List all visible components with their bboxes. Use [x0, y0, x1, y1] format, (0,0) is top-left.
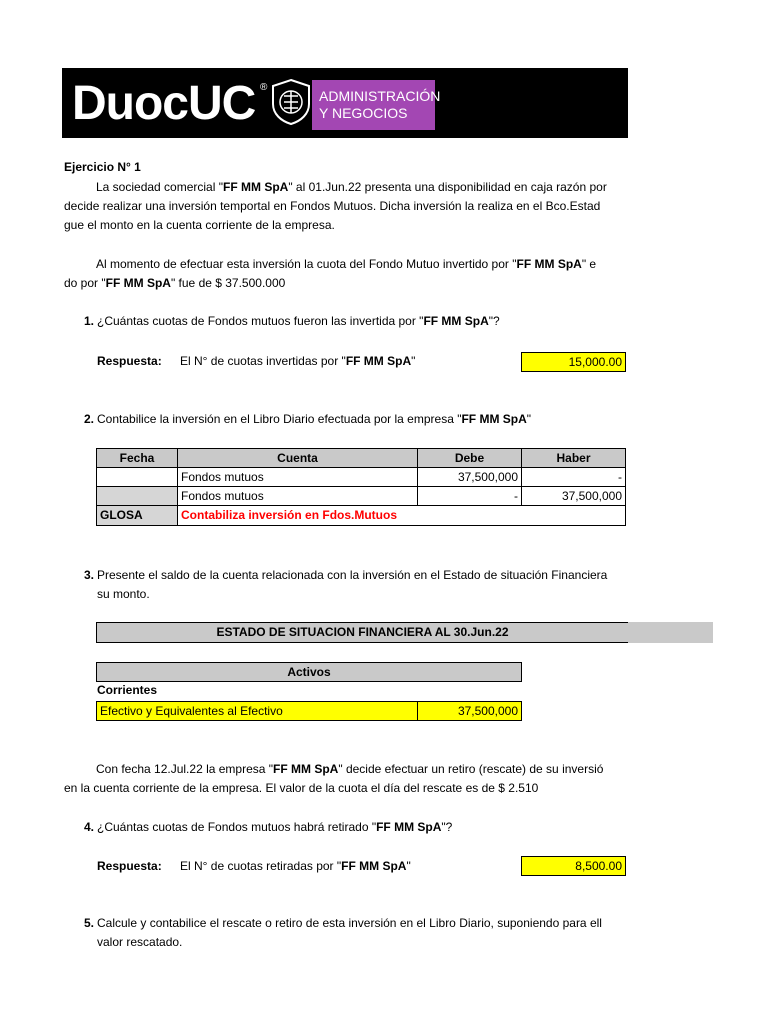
q4-answer-text	[180, 859, 411, 873]
journal-row-2-cuenta[interactable]: Fondos mutuos	[177, 486, 418, 506]
company-name: FF MM SpA	[273, 762, 339, 776]
cash-equivalents-label[interactable]: Efectivo y Equivalentes al Efectivo	[96, 701, 418, 721]
journal-row-1-fecha[interactable]	[96, 467, 178, 487]
journal-row-2-fecha[interactable]	[96, 486, 178, 506]
statement-title: ESTADO DE SITUACION FINANCIERA AL 30.Jun.22	[96, 622, 628, 643]
para3-pre: Con fecha 12.Jul.22 la empresa "	[96, 762, 274, 776]
duoc-uc-logo: DuocUC	[72, 77, 256, 130]
para2-pre: Al momento de efectuar esta inversión la cuota del Fondo Mutuo invertido por "	[96, 257, 517, 271]
q1-answer-label: Respuesta:	[97, 354, 162, 368]
q1-number: 1.	[84, 314, 95, 328]
division-text	[319, 88, 440, 122]
assets-header: Activos	[96, 662, 522, 682]
company-name: FF MM SpA	[423, 314, 489, 328]
q1-text-post: "?	[488, 314, 500, 328]
q4-number: 4.	[84, 820, 95, 834]
exercise-title: Ejercicio N° 1	[64, 160, 141, 174]
registered-mark: ®	[260, 82, 268, 93]
q4-answer-pre: El N° de cuotas retiradas por "	[180, 859, 342, 873]
paragraph-3-line-2: en la cuenta corriente de la empresa. El valor de la cuota el día del rescate es de $ 2.510	[64, 781, 539, 795]
company-name: FF MM SpA	[223, 180, 289, 194]
q4-answer-label: Respuesta:	[97, 859, 162, 873]
journal-row-1-debe[interactable]: 37,500,000	[417, 467, 522, 487]
journal-row-2-debe[interactable]: -	[417, 486, 522, 506]
q4-text-post: "?	[441, 820, 453, 834]
company-name: FF MM SpA	[376, 820, 442, 834]
q4-text-pre: ¿Cuántas cuotas de Fondos mutuos habrá retirado "	[97, 820, 377, 834]
company-name: FF MM SpA	[345, 354, 412, 368]
q4-answer-value-cell[interactable]: 8,500.00	[521, 856, 626, 876]
company-name: FF MM SpA	[341, 859, 407, 873]
q1-answer-value-cell[interactable]: 15,000.00	[521, 352, 626, 372]
division-line-2: Y NEGOCIOS	[319, 105, 408, 121]
q3-number: 3.	[84, 568, 95, 582]
journal-header-debe: Debe	[417, 448, 522, 468]
paragraph-2-line-1	[96, 257, 628, 271]
company-name: FF MM SpA	[105, 276, 171, 290]
statement-title-overflow	[628, 622, 713, 643]
cash-equivalents-value[interactable]: 37,500,000	[417, 701, 522, 721]
q1-answer-pre: El N° de cuotas invertidas por "	[180, 354, 346, 368]
paragraph-2-line-2	[64, 276, 628, 290]
journal-header-haber: Haber	[521, 448, 626, 468]
q3-line-2: su monto.	[97, 587, 150, 601]
intro-line-1	[96, 180, 628, 194]
journal-row-1-haber[interactable]: -	[521, 467, 626, 487]
journal-row-1-cuenta[interactable]: Fondos mutuos	[177, 467, 418, 487]
university-seal-icon	[269, 78, 313, 126]
q3-line-1: Presente el saldo de la cuenta relacionada con la inversión en el Estado de situación Financiera	[97, 568, 608, 582]
q4-answer-post: "	[406, 859, 411, 873]
intro-line-1-pre: La sociedad comercial "	[96, 180, 223, 194]
journal-glosa-label: GLOSA	[96, 505, 178, 526]
q5-line-1: Calcule y contabilice el rescate o retiro de esta inversión en el Libro Diario, suponiendo para ell	[97, 916, 602, 930]
q4-text	[97, 820, 628, 834]
division-badge	[312, 80, 441, 130]
company-name: FF MM SpA	[516, 257, 582, 271]
company-name: FF MM SpA	[461, 412, 527, 426]
q2-number: 2.	[84, 412, 95, 426]
para3-post: " decide efectuar un retiro (rescate) de su inversió	[338, 762, 604, 776]
para2-line2-post: " fue de $ 37.500.000	[170, 276, 286, 290]
journal-glosa-text[interactable]: Contabiliza inversión en Fdos.Mutuos	[177, 505, 626, 526]
journal-header-fecha: Fecha	[96, 448, 178, 468]
intro-line-1-post: " al 01.Jun.22 presenta una disponibilidad en caja razón por	[288, 180, 607, 194]
division-line-1: ADMINISTRACIÓN	[319, 88, 441, 104]
current-assets-label: Corrientes	[97, 683, 158, 697]
q1-answer-text	[180, 354, 415, 368]
q1-answer-post: "	[411, 354, 416, 368]
para2-line2-pre: do por "	[64, 276, 106, 290]
q1-text-pre: ¿Cuántas cuotas de Fondos mutuos fueron las invertida por "	[97, 314, 424, 328]
q1-text	[97, 314, 628, 328]
q2-text-post: "	[526, 412, 532, 426]
q5-line-2: valor rescatado.	[97, 935, 183, 949]
q2-text	[97, 412, 628, 426]
paragraph-3-line-1	[96, 762, 628, 776]
journal-row-2-haber[interactable]: 37,500,000	[521, 486, 626, 506]
journal-header-cuenta: Cuenta	[177, 448, 418, 468]
q2-text-pre: Contabilice la inversión en el Libro Diario efectuada por la empresa "	[97, 412, 462, 426]
header-banner	[62, 68, 628, 138]
para2-post: " e	[581, 257, 597, 271]
q5-number: 5.	[84, 916, 95, 930]
intro-line-2: decide realizar una inversión temportal en Fondos Mutuos. Dicha inversión la realiza en el Bco.Estad	[64, 199, 601, 213]
intro-line-3: gue el monto en la cuenta corriente de la empresa.	[64, 218, 335, 232]
